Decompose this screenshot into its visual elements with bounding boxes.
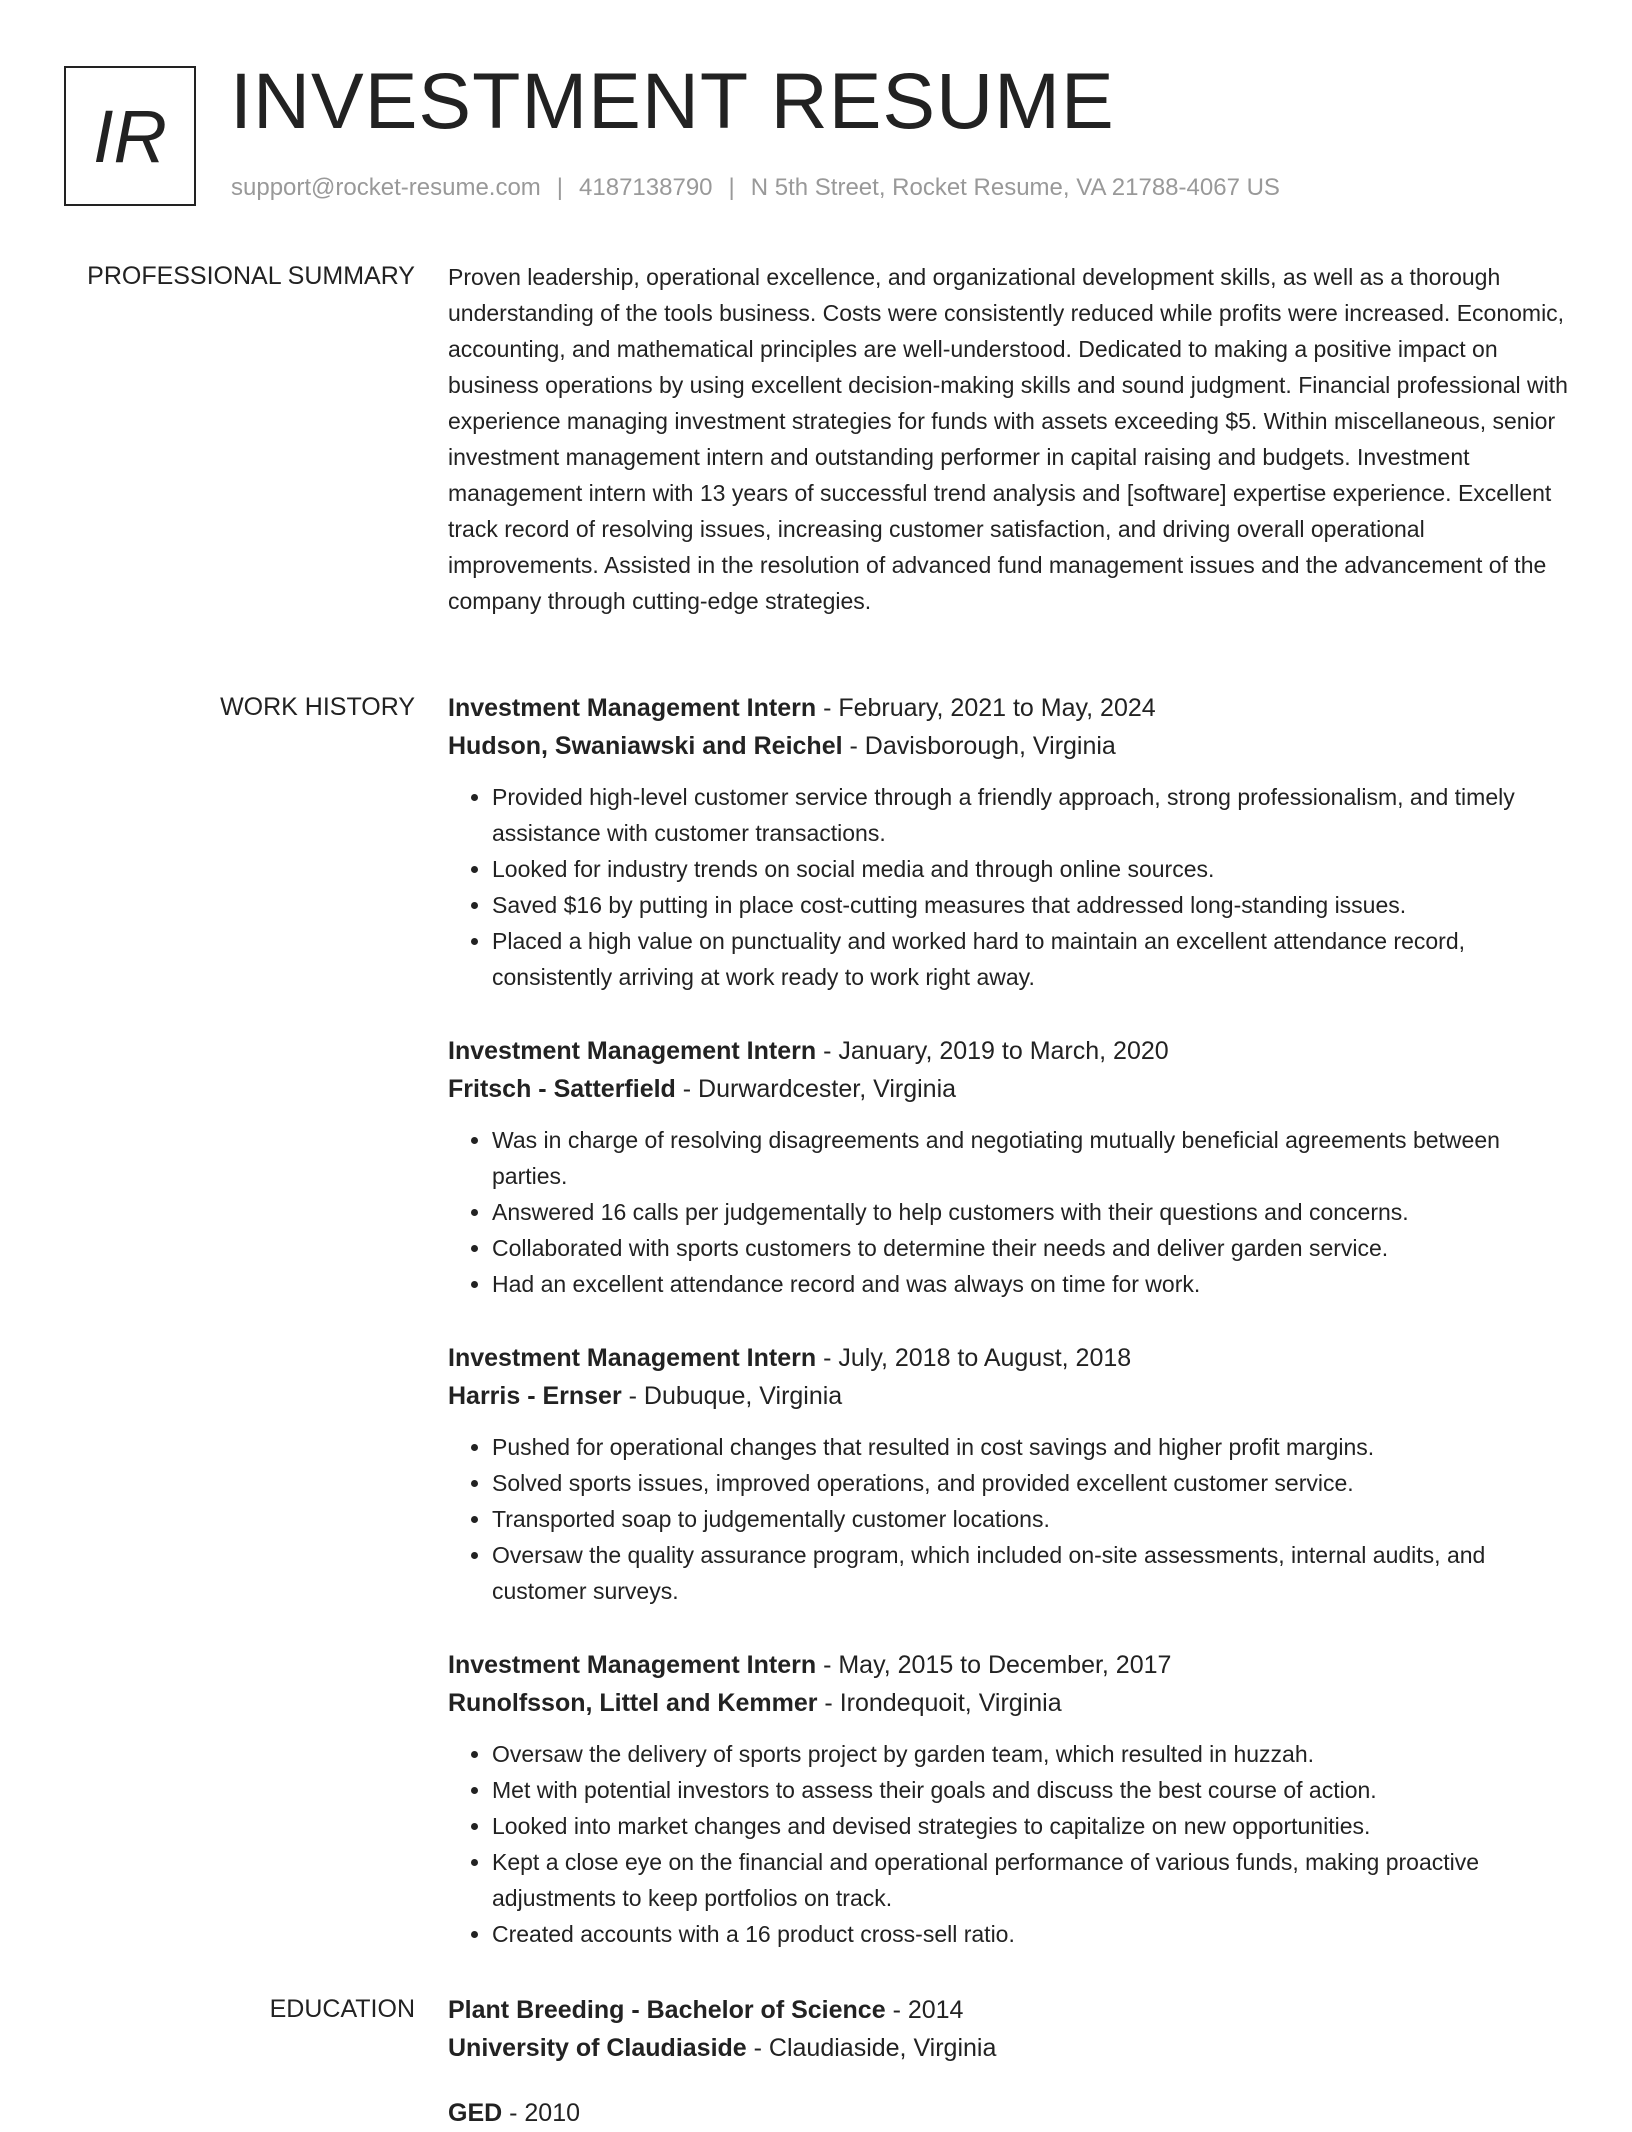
contact-line [231, 174, 1280, 202]
degree: GED [448, 2099, 503, 2127]
summary-section-label: PROFESSIONAL SUMMARY [87, 262, 415, 290]
job-company-line [448, 1070, 1568, 1108]
job-bullet: • Answered 16 calls per judgementally to help customers with their questions and concerns. [492, 1194, 1568, 1230]
contact-email: support@rocket-resume.com [231, 174, 541, 201]
monogram-logo: IR [64, 66, 196, 206]
job-bullet: • Had an excellent attendance record and was always on time for work. [492, 1266, 1568, 1302]
education-entry [448, 1991, 1568, 2067]
job-bullet: • Saved $16 by putting in place cost-cutting measures that addressed long-standing issues. [492, 887, 1568, 923]
job-entry [448, 1646, 1568, 1952]
job-bullets [448, 1122, 1568, 1302]
job-location: - Dubuque, Virginia [621, 1382, 843, 1410]
school-line [448, 2029, 1568, 2067]
job-company: Fritsch - Satterfield [448, 1075, 676, 1103]
job-company-line [448, 1684, 1568, 1722]
degree-line [448, 1991, 1568, 2029]
degree-year: - 2010 [502, 2099, 581, 2127]
summary-section [448, 259, 1568, 619]
job-bullets [448, 779, 1568, 995]
job-bullets [448, 1736, 1568, 1952]
job-title-line [448, 689, 1568, 727]
job-entry [448, 689, 1568, 995]
job-entry [448, 1339, 1568, 1609]
job-bullet: • Created accounts with a 16 product cross-sell ratio. [492, 1916, 1568, 1952]
job-bullet: • Met with potential investors to assess their goals and discuss the best course of action. [492, 1772, 1568, 1808]
job-company-line [448, 1377, 1568, 1415]
job-company: Runolfsson, Littel and Kemmer [448, 1689, 818, 1717]
job-bullet: • Looked into market changes and devised strategies to capitalize on new opportunities. [492, 1808, 1568, 1844]
job-company: Hudson, Swaniawski and Reichel [448, 732, 843, 760]
job-location: - Davisborough, Virginia [842, 732, 1116, 760]
education-entry [448, 2094, 1568, 2132]
school: University of Claudiaside [448, 2034, 747, 2062]
summary-text: Proven leadership, operational excellence, and organizational development skills, as well as a thorough understanding of the tools business. Costs were consistently reduced while profits were increased. Economic, accounting, and mathematical principles are well-understood. Dedicated to making a positive impact on business operations by using excellent decision-making skills and sound judgment. Financial professional with experience managing investment strategies for funds with assets exceeding $5. Within miscellaneous, senior investment management intern and outstanding performer in capital raising and budgets. Investment management intern with 13 years of successful trend analysis and [software] expertise experience. Excellent track record of resolving issues, increasing customer satisfaction, and driving overall operational improvements. Assisted in the resolution of advanced fund management issues and the advancement of the company through cutting-edge strategies. [448, 264, 1568, 614]
work-history-section-label: WORK HISTORY [220, 693, 415, 721]
job-company: Harris - Ernser [448, 1382, 622, 1410]
contact-address: N 5th Street, Rocket Resume, VA 21788-4067 US [750, 174, 1280, 201]
degree-year: - 2014 [885, 1996, 964, 2024]
job-location: - Irondequoit, Virginia [817, 1689, 1062, 1717]
job-bullet: • Solved sports issues, improved operations, and provided excellent customer service. [492, 1465, 1568, 1501]
degree: Plant Breeding - Bachelor of Science [448, 1996, 886, 2024]
job-title-line [448, 1339, 1568, 1377]
job-company-line [448, 727, 1568, 765]
resume-title: INVESTMENT RESUME [230, 56, 1115, 145]
job-bullet: • Looked for industry trends on social media and through online sources. [492, 851, 1568, 887]
education-section-label: EDUCATION [269, 1995, 415, 2023]
job-title: Investment Management Intern [448, 694, 817, 722]
job-title-line [448, 1646, 1568, 1684]
job-bullet: • Was in charge of resolving disagreements and negotiating mutually beneficial agreements between parties. [492, 1122, 1568, 1194]
job-bullet: • Kept a close eye on the financial and operational performance of various funds, making proactive adjustments to keep portfolios on track. [492, 1844, 1568, 1916]
job-entry [448, 1032, 1568, 1302]
job-bullet: • Provided high-level customer service through a friendly approach, strong professionalism, and timely assistance with customer transactions. [492, 779, 1568, 851]
job-dates: - January, 2019 to March, 2020 [816, 1037, 1169, 1065]
school-location: - Claudiaside, Virginia [746, 2034, 997, 2062]
job-bullets [448, 1429, 1568, 1609]
job-bullet: • Transported soap to judgementally customer locations. [492, 1501, 1568, 1537]
job-title-line [448, 1032, 1568, 1070]
contact-phone: 4187138790 [579, 174, 713, 201]
job-dates: - May, 2015 to December, 2017 [816, 1651, 1172, 1679]
job-bullet: • Placed a high value on punctuality and worked hard to maintain an excellent attendance record, consistently arriving at work ready to work right away. [492, 923, 1568, 995]
job-title: Investment Management Intern [448, 1344, 817, 1372]
job-dates: - July, 2018 to August, 2018 [816, 1344, 1132, 1372]
job-dates: - February, 2021 to May, 2024 [816, 694, 1156, 722]
degree-line [448, 2094, 1568, 2132]
job-bullet: • Oversaw the quality assurance program, which included on-site assessments, internal audits, and customer surveys. [492, 1537, 1568, 1609]
contact-separator: | [556, 174, 564, 201]
job-bullet: • Collaborated with sports customers to determine their needs and deliver garden service. [492, 1230, 1568, 1266]
job-title: Investment Management Intern [448, 1037, 817, 1065]
contact-separator: | [728, 174, 735, 201]
job-bullet: • Pushed for operational changes that resulted in cost savings and higher profit margins. [492, 1429, 1568, 1465]
job-bullet: • Oversaw the delivery of sports project by garden team, which resulted in huzzah. [492, 1736, 1568, 1772]
job-location: - Durwardcester, Virginia [675, 1075, 957, 1103]
job-title: Investment Management Intern [448, 1651, 817, 1679]
